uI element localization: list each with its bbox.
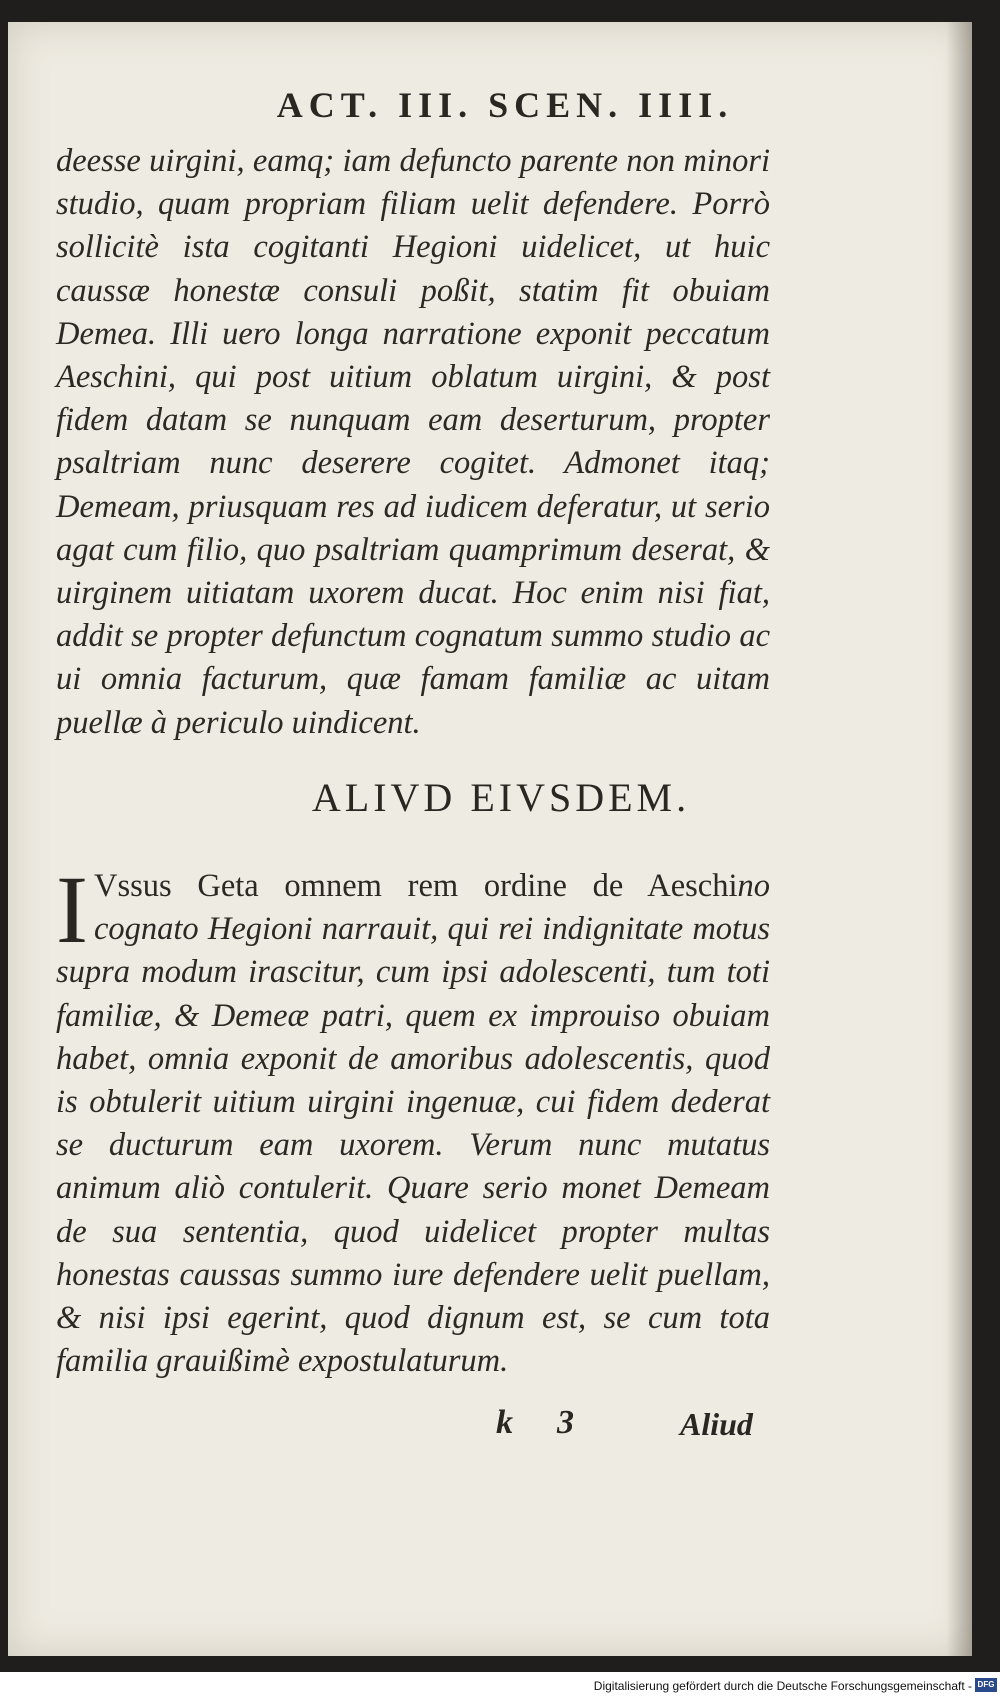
catchword: Aliud	[680, 1406, 753, 1442]
dfg-logo: DFG	[975, 1678, 997, 1692]
drop-cap: I	[56, 856, 88, 963]
funding-credit: Digitalisierung gefördert durch die Deutsche Forschungsgemeinschaft -	[593, 1679, 972, 1693]
section-title: ALIVD EIVSDEM.	[311, 775, 691, 820]
page-edge-shadow	[946, 22, 972, 1656]
signature-number: 3	[557, 1404, 574, 1441]
book-page	[8, 22, 972, 1656]
footer-bar	[0, 1672, 1000, 1700]
argument-paragraph-2	[56, 856, 770, 1383]
signature-letter: k	[496, 1404, 513, 1441]
argument-paragraph-1: deesse uirgini, eamq; iam defuncto parente non minori studio, quam propriam filiam uelit defendere. Porrò sollicitè ista cogitanti Hegioni uidelicet, ut huic caussæ honestæ consuli poßit, statim fit obuiam Demea. Illi uero longa narratione exponit peccatum Aeschini, qui post uitium oblatum uirgini, & post fidem datam se nunquam eam deserturum, propter psaltriam nunc deserere cogitet. Admonet itaq; Demeam, priusquam res ad iudicem deferatur, ut serio agat cum filio, quo psaltriam quamprimum deserat, & uirginem uitiatam uxorem ducat. Hoc enim nisi fiat, addit se propter defunctum cognatum summo studio ac ui omnia facturum, quæ famam familiæ ac uitam puellæ à periculo uindicent.	[56, 143, 770, 741]
signature-mark	[496, 1404, 574, 1442]
running-head: ACT. III. SCEN. IIII.	[276, 85, 734, 125]
paragraph-lead-words: Vssus Geta omnem rem ordine de Aeschi	[93, 868, 738, 904]
paragraph-body: no cognato Hegioni narrauit, qui rei indignitate motus supra modum irascitur, cum ipsi adolescenti, tum toti familiæ, & Demeæ patri, quem ex improuiso obuiam habet, omnia exponit de amoribus adolescentis, quod is obtulerit uitium uirgini ingenuæ, cui fidem dederat se ducturum eam uxorem. Verum nunc mutatus animum aliò contulerit. Quare serio monet Demeam de sua sententia, quod uidelicet propter multas honestas caussas summo iure defendere uelit puellam, & nisi ipsi egerint, quod dignum est, se cum tota familia grauißimè expostulaturum.	[56, 868, 770, 1380]
